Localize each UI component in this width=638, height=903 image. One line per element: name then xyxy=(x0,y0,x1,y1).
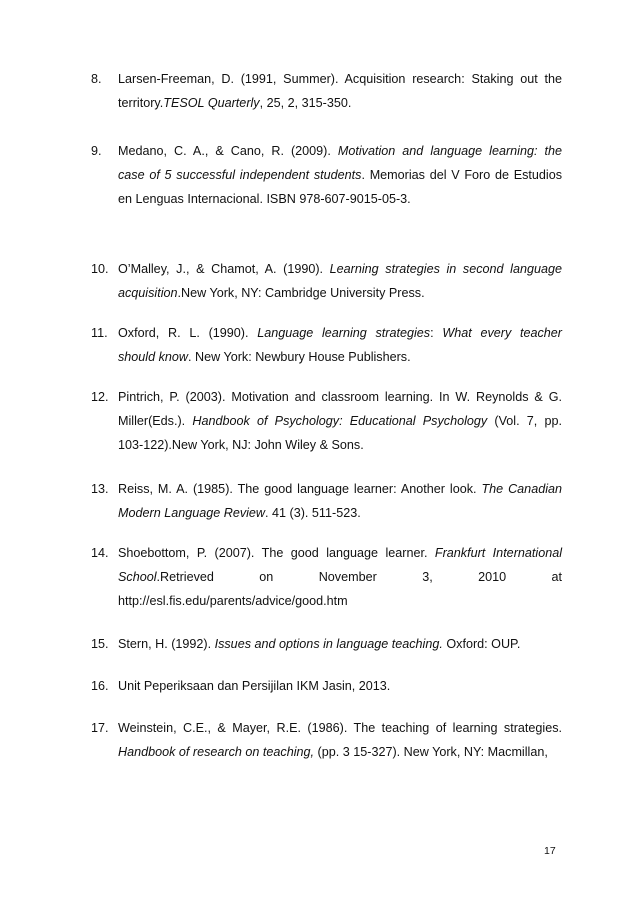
text: .New York, NY: Cambridge University Press. xyxy=(177,286,425,300)
text: . New York: Newbury House Publishers. xyxy=(188,350,411,364)
text: O’Malley, J., & Chamot, A. (1990). xyxy=(118,262,330,276)
text: . Memorias del V Foro de Estudios xyxy=(361,168,563,182)
text: Shoebottom, P. (2007). The good language learner. xyxy=(118,546,435,560)
reference-line xyxy=(118,96,562,110)
text: (pp. 3 15-327). New York, NY: Macmillan, xyxy=(314,745,548,759)
text: Reiss, M. A. (1985). The good language learner: Another look. xyxy=(118,482,482,496)
reference-line xyxy=(118,506,562,520)
text: en Lenguas Internacional. ISBN 978-607-9015-05-3. xyxy=(118,192,411,206)
reference-line xyxy=(118,679,562,693)
page-number: 17 xyxy=(544,845,556,857)
text: (Vol. 7, pp. xyxy=(487,414,562,428)
italic-text: Learning strategies in second language xyxy=(329,262,562,276)
reference-line xyxy=(118,637,562,651)
text: http://esl.fis.edu/parents/advice/good.htm xyxy=(118,594,348,608)
reference-line xyxy=(118,72,562,86)
reference-line xyxy=(118,350,562,364)
reference-line xyxy=(118,262,562,276)
italic-text: TESOL Quarterly xyxy=(163,96,260,110)
text: , 25, 2, 315-350. xyxy=(259,96,352,110)
italic-text: should know xyxy=(118,350,189,364)
italic-text: acquisition xyxy=(118,286,178,300)
reference-number: 15. xyxy=(91,637,109,651)
reference-number: 8. xyxy=(91,72,102,86)
reference-number: 12. xyxy=(91,390,109,404)
italic-text: School xyxy=(118,570,157,584)
italic-text: Handbook of research on teaching, xyxy=(118,745,315,759)
reference-line xyxy=(118,326,562,340)
text: Weinstein, C.E., & Mayer, R.E. (1986). The teaching of learning strategies. xyxy=(118,721,562,735)
text: Oxford: OUP. xyxy=(442,637,521,651)
text: . 41 (3). 511-523. xyxy=(265,506,361,520)
italic-text: Handbook of Psychology: Educational Psychology xyxy=(192,414,488,428)
italic-text: Language learning strategies xyxy=(257,326,431,340)
text: Pintrich, P. (2003). Motivation and classroom learning. In W. Reynolds & G. xyxy=(118,390,562,404)
reference-line xyxy=(118,168,562,182)
reference-line xyxy=(118,482,562,496)
text: Unit Peperiksaan dan Persijilan IKM Jasin, 2013. xyxy=(118,679,391,693)
text: Medano, C. A., & Cano, R. (2009). xyxy=(118,144,338,158)
reference-line xyxy=(118,286,562,300)
text: territory. xyxy=(118,96,164,110)
italic-text: Frankfurt International xyxy=(434,546,562,560)
italic-text: The Canadian xyxy=(481,482,563,496)
reference-number: 10. xyxy=(91,262,109,276)
reference-number: 17. xyxy=(91,721,109,735)
reference-line xyxy=(118,438,562,452)
reference-line xyxy=(118,745,562,759)
reference-line xyxy=(118,192,562,206)
reference-line xyxy=(118,390,562,404)
italic-text: case of 5 successful independent students xyxy=(118,168,362,182)
text: Miller(Eds.). xyxy=(118,414,193,428)
text: Larsen-Freeman, D. (1991, Summer). Acquisition research: Staking out the xyxy=(118,72,562,86)
text: Oxford, R. L. (1990). xyxy=(118,326,258,340)
italic-text: What every teacher xyxy=(442,326,562,340)
reference-number: 13. xyxy=(91,482,109,496)
reference-number: 16. xyxy=(91,679,109,693)
reference-line xyxy=(118,570,562,584)
reference-line xyxy=(118,546,562,560)
italic-text: Motivation and language learning: the xyxy=(337,144,562,158)
reference-number: 11. xyxy=(91,326,108,340)
reference-number: 9. xyxy=(91,144,102,158)
reference-line xyxy=(118,594,562,608)
italic-text: Modern Language Review xyxy=(118,506,266,520)
text: .Retrieved on November 3, 2010 at xyxy=(156,570,562,584)
reference-line xyxy=(118,144,562,158)
text: Stern, H. (1992). xyxy=(118,637,215,651)
reference-line xyxy=(118,721,562,735)
reference-number: 14. xyxy=(91,546,109,560)
italic-text: Issues and options in language teaching. xyxy=(214,637,443,651)
reference-line xyxy=(118,414,562,428)
text: : xyxy=(430,326,443,340)
text: 103-122).New York, NJ: John Wiley & Sons. xyxy=(118,438,364,452)
